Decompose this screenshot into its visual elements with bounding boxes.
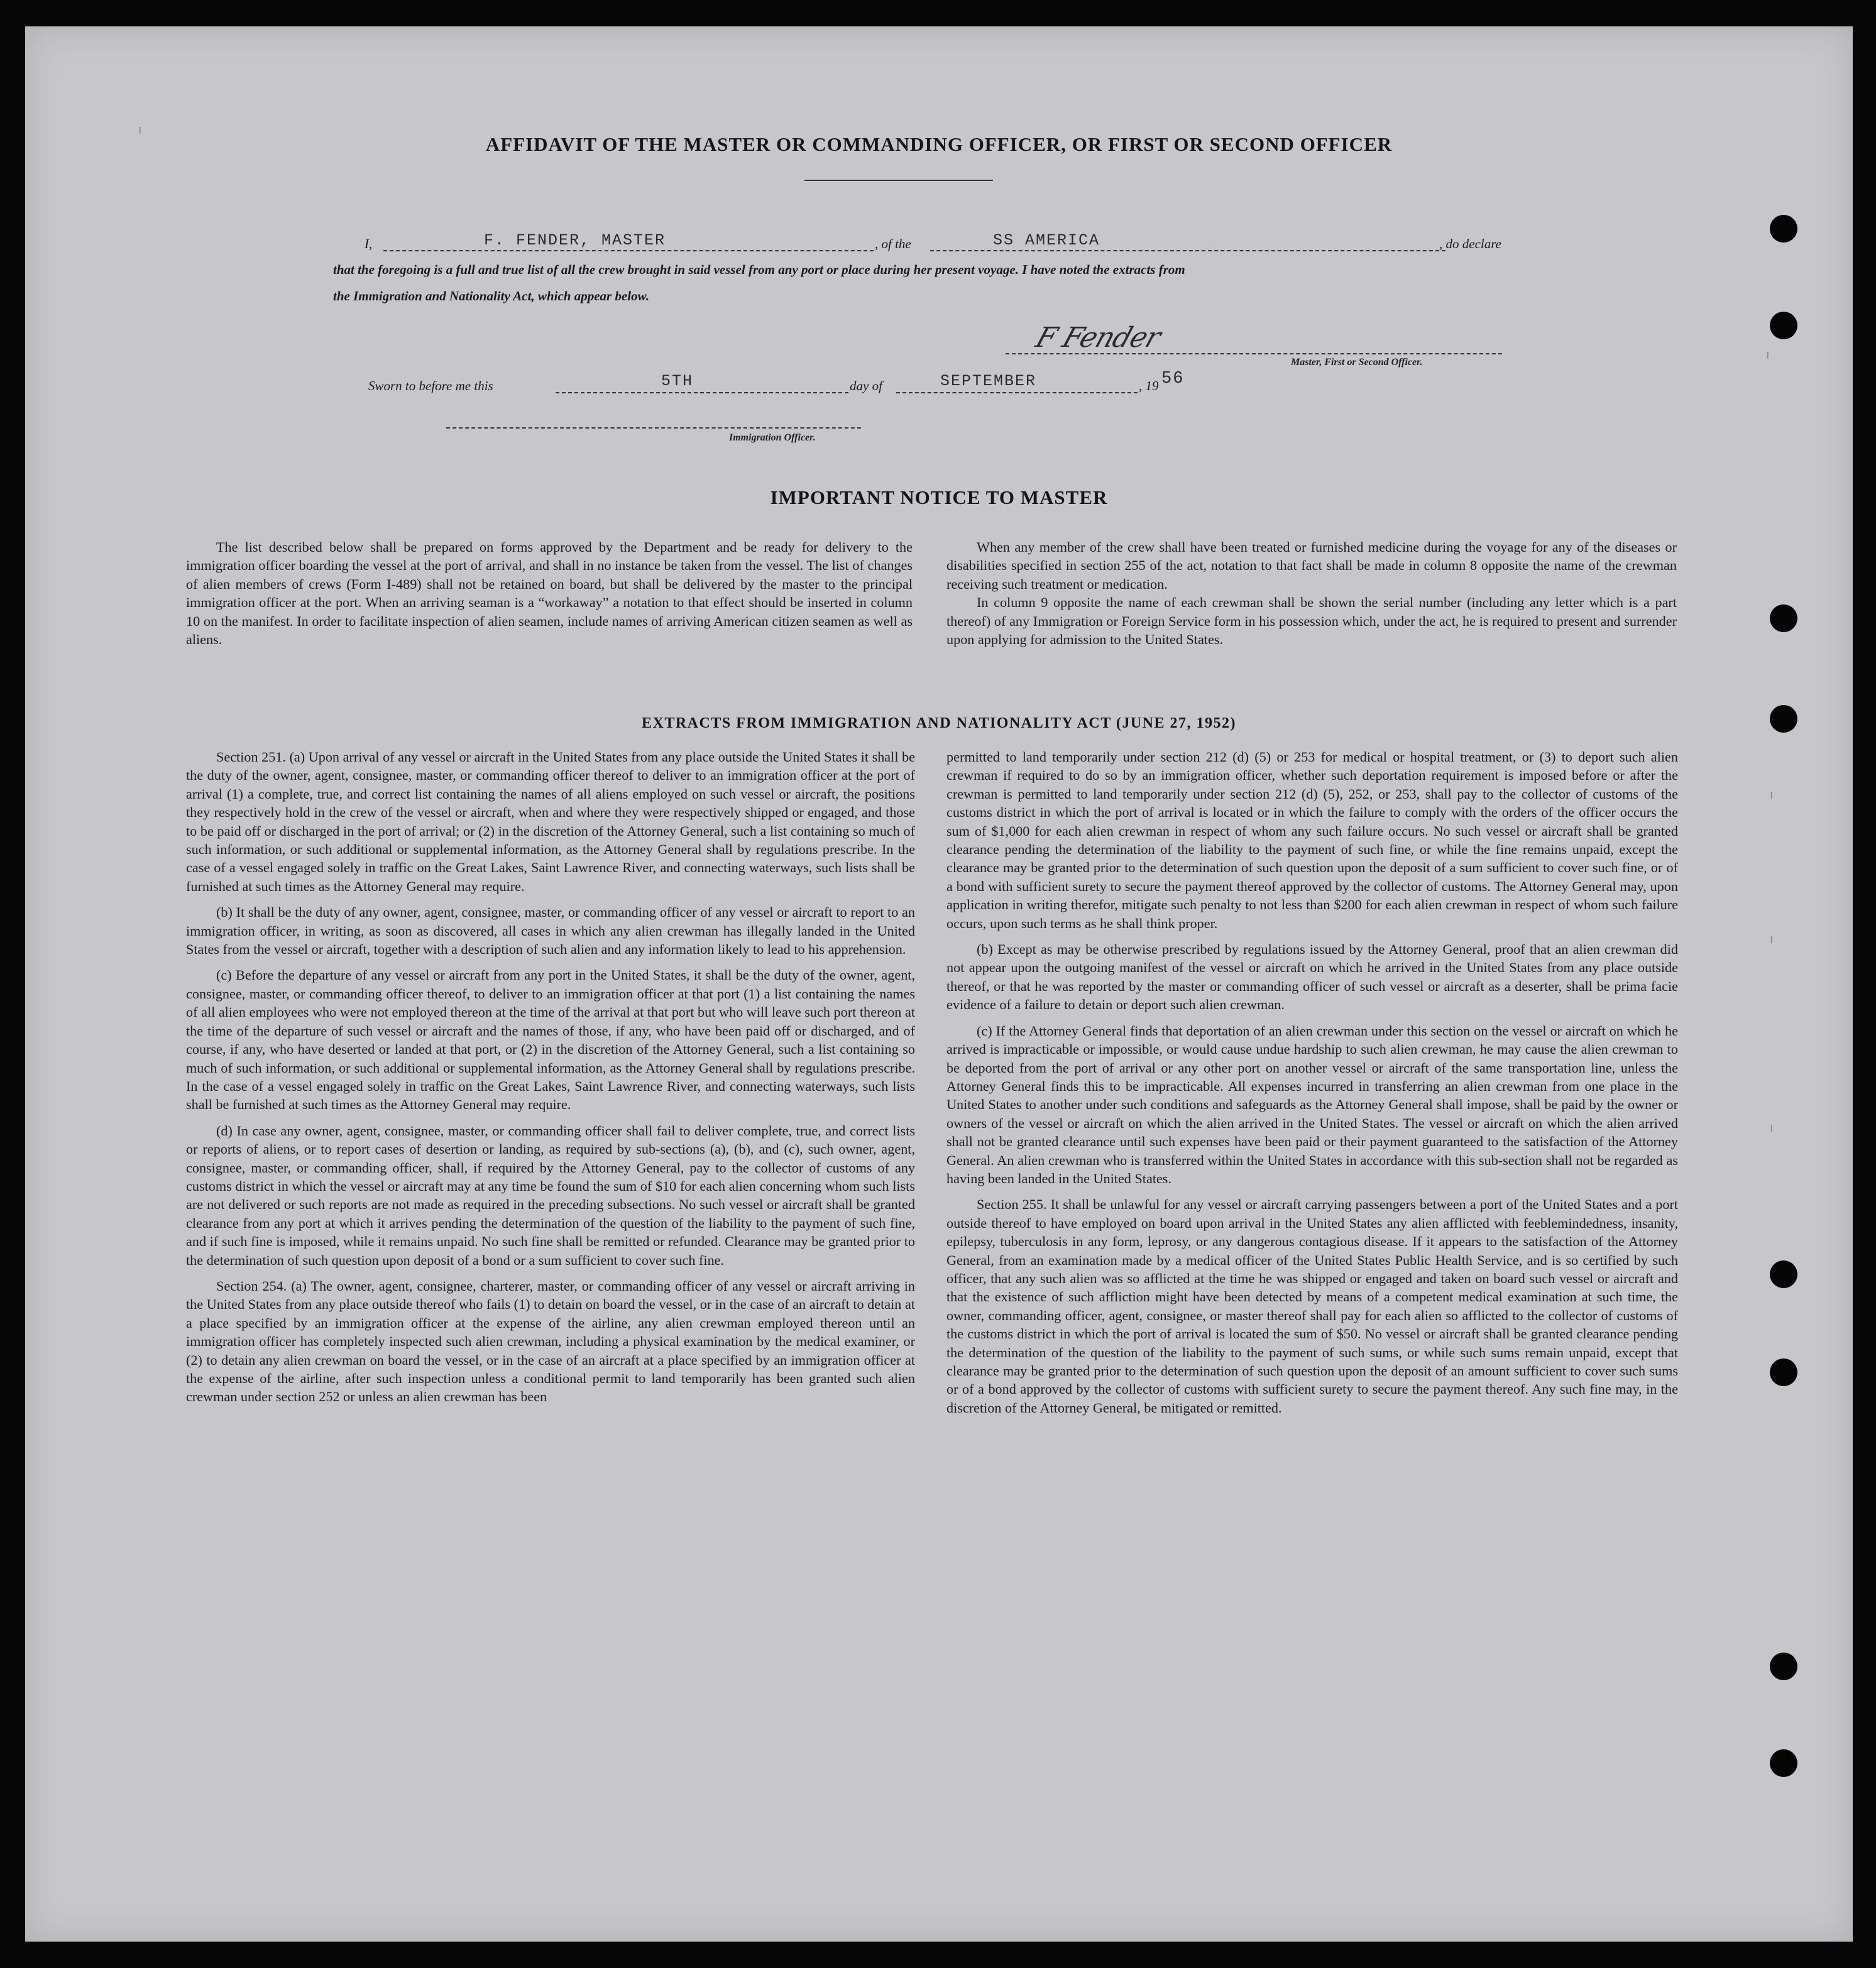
- section-254-a-continued: permitted to land temporarily under section 212 (d) (5) or 253 for medical or hospital treatment, or (3) to deport such alien crewman if required to do so by an immigration officer, whether such deportation requirement is imposed before or after the crewman is permitted to land temporarily under section 212 (d) (5), 252, or 253, shall pay to the collector of customs of the customs district in which the port of arrival is located or in which the failure to comply with the orders of the officer occurs the sum of $1,000 for each alien crewman in respect of whom any such failure occurs. No such vessel or aircraft shall be granted clearance pending the determination of the liability to the payment of such fine, or while the fine remains unpaid, except the clearance may be granted prior to the determination of such question upon the deposit of a sum sufficient to cover such fine, or of a bond with sufficient surety to secure the payment thereof approved by the collector of customs. The Attorney General may, upon application in writing therefor, mitigate such penalty to not less than $200 for each alien crewman in respect of whom such failure occurs, upon such terms as he shall think proper.: [946, 749, 1678, 931]
- i-label: I,: [365, 236, 373, 251]
- margin-mark: ı: [1766, 347, 1770, 362]
- sworn-day: 5TH: [661, 372, 694, 390]
- master-name: F. FENDER, MASTER: [484, 231, 666, 249]
- punch-hole: [1770, 1749, 1797, 1777]
- immigration-officer-caption: Immigration Officer.: [729, 432, 816, 443]
- year-suffix: 56: [1161, 369, 1185, 388]
- vessel-name: SS AMERICA: [993, 231, 1100, 249]
- notice-right-paragraph: When any member of the crew shall have been treated or furnished medicine during the voyage for any of the diseases or disabilities specified in section 255 of the act, notation to that fact shall be made in column 8 opposite the name of the crewman receiving such treatment or medication.: [946, 539, 1677, 592]
- section-251-a: Section 251. (a) Upon arrival of any vessel or aircraft in the United States from any place outside the United States it shall be the duty of the owner, agent, consignee, master, or commanding officer thereof to deliver to an immigration officer at the port of arrival (1) a complete, true, and correct list containing the names of all aliens employed on such vessel or aircraft, the positions they respectively hold in the crew of the vessel or aircraft, when and where they were respectively shipped or engaged, and those to be paid off or discharged in the port of arrival; or (2) in the discretion of the Attorney General, such a list containing so much of such information, or such additional or supplemental information, as the Attorney General shall by regulations prescribe. In the case of a vessel engaged solely in traffic on the Great Lakes, Saint Lawrence River, and connecting waterways, such lists shall be furnished at such times as the Attorney General may require.: [186, 749, 915, 894]
- sworn-month-line: [896, 392, 1138, 393]
- section-251-d: (d) In case any owner, agent, consignee, master, or commanding officer shall fail to deliver complete, true, and correct lists or reports of aliens, or to report cases of desertion or landing, as required by sub-sections (a), (b), and (c), such owner, agent, consignee, master, or commanding officer, shall, if required by the Attorney General, pay to the collector of customs of any customs district in which the vessel or aircraft may at any time be found the sum of $10 for each alien concerning whom such lists are not delivered or such reports are not made as required in the preceding subsections. No such vessel or aircraft shall be granted clearance from any port at which it arrives pending the determination of the question of the liability to the payment of such fine, and if such fine is imposed, while it remains unpaid. No such fine shall be remitted or refunded. Clearance may be granted prior to the determination of such question upon deposit of a bond or a sum sufficient to cover such fine.: [186, 1122, 915, 1268]
- notice-left-column: [186, 538, 913, 708]
- notice-left-paragraph: The list described below shall be prepared on forms approved by the Department and be ready for delivery to the immigration officer boarding the vessel at the port of arrival, and shall in no instance be taken from the vessel. The list of changes of alien members of crews (Form I-489) shall not be retained on board, but shall be delivered by the master to the principal immigration officer at the port. When an arriving seaman is a “workaway” a notation to that effect should be inserted in column 10 on the manifest. In order to facilitate inspection of alien seamen, include names of arriving American citizen seamen as well as aliens.: [186, 539, 913, 648]
- declaration-line-1: that the foregoing is a full and true list of all the crew brought in said vessel from any port or place during her present voyage. I have noted the extracts from: [333, 262, 1185, 277]
- affidavit-title: AFFIDAVIT OF THE MASTER OR COMMANDING OFFICER, OR FIRST OR SECOND OFFICER: [485, 133, 1393, 155]
- section-254-b: (b) Except as may be otherwise prescribed by regulations issued by the Attorney General, proof that an alien crewman did not appear upon the outgoing manifest of the vessel or aircraft on which he arrived in the United States from any place outside thereof, or that he was reported by the master or commanding officer of such vessel or aircraft as a deserter, shall be prima facie evidence of a failure to detain or deport such alien crewman.: [946, 941, 1678, 1013]
- extracts-left-column: [186, 748, 915, 1753]
- sworn-day-line: [556, 392, 848, 393]
- section-254-a: Section 254. (a) The owner, agent, consignee, charterer, master, or commanding officer of any vessel or aircraft arriving in the United States from any place outside thereof who fails (1) to detain on board the vessel, or in the case of an aircraft to detain at a place specified by an immigration officer at the expense of the airline, any alien crewman employed thereon until an immigration officer has completely inspected such alien crewman, including a physical examination by the medical examiner, or (2) to detain any alien crewman on board the vessel, or in the case of an aircraft at a place specified by an immigration officer at the expense of the airline, after such inspection unless a conditional permit to land temporarily has been granted such alien crewman under section 252 or unless an alien crewman has been: [186, 1277, 915, 1405]
- immigration-officer-line: [446, 427, 861, 429]
- margin-mark: ı: [138, 122, 142, 137]
- extracts-right-column: [946, 748, 1678, 1728]
- signature-line: [1006, 353, 1502, 354]
- punch-hole: [1770, 215, 1797, 243]
- extracts-title: EXTRACTS FROM IMMIGRATION AND NATIONALITY ACT (JUNE 27, 1952): [642, 715, 1236, 731]
- punch-hole: [1770, 604, 1797, 632]
- punch-hole: [1770, 705, 1797, 733]
- day-of-label: day of: [850, 378, 882, 393]
- notice-right-column: [946, 538, 1677, 708]
- document-page: [25, 26, 1853, 1942]
- declaration-line-2: the Immigration and Nationality Act, which appear below.: [333, 288, 650, 303]
- do-declare-label: , do declare: [1439, 236, 1501, 251]
- of-the-label: , of the: [875, 236, 911, 251]
- section-255: Section 255. It shall be unlawful for any vessel or aircraft carrying passengers between a port of the United States and a port outside thereof to have employed on board upon arrival in the United States any alien afflicted with feeblemindedness, insanity, epilepsy, tuberculosis in any form, leprosy, or any dangerous contagious disease. If it appears to the satisfaction of the Attorney General, from an examination made by a medical officer of the United States Public Health Service, and is so certified by such officer, that any such alien was so afflicted at the time he was shipped or engaged and taken on board such vessel or aircraft and that the existence of such affliction might have been detected by means of a competent medical examination at such time, the owner, commanding officer, agent, consignee, or master thereof shall pay for each alien so afflicted to the collector of customs of the customs district in which the port of arrival is located the sum of $50. No vessel or aircraft shall be granted clearance pending the determination of the question of the liability to the payment of such sums, or while such sums remain unpaid, except that clearance may be granted prior to the determination of such question upon the deposit of an amount sufficient to cover such sums or of a bond approved by the collector of customs with sufficient surety to secure the payment thereof. Any such fine may, in the discretion of the Attorney General, be mitigated or remitted.: [946, 1196, 1678, 1416]
- punch-hole: [1770, 312, 1797, 339]
- punch-hole: [1770, 1653, 1797, 1680]
- notice-title: IMPORTANT NOTICE TO MASTER: [770, 486, 1108, 508]
- punch-hole: [1770, 1260, 1797, 1288]
- master-name-line: [383, 250, 874, 251]
- margin-mark: ı: [1770, 1120, 1774, 1135]
- section-251-c: (c) Before the departure of any vessel or aircraft from any port in the United States, it shall be the duty of the owner, agent, consignee, master, or commanding officer thereof, to deliver to an immigration officer at that port (1) a list containing the names of all alien employees who were not employed thereon at the time of the arrival at that port but who will leave such port thereon at the time of the departure of such vessel or aircraft and the names of those, if any, who have been paid off or discharged, and of course, if any, who have deserted or landed at that port, or (2) in the discretion of the Attorney General, such a list containing so much of such information, or such additional or supplemental information, as the Attorney General shall by regulations prescribe. In the case of a vessel engaged solely in traffic on the Great Lakes, Saint Lawrence River, and connecting waterways, such lists shall be furnished at such times as the Attorney General may require.: [186, 967, 915, 1113]
- vessel-line: [930, 250, 1445, 251]
- section-251-b: (b) It shall be the duty of any owner, agent, consignee, master, or commanding officer of any vessel or aircraft to report to an immigration officer, in writing, as soon as discovered, all cases in which any alien crewman has illegally landed in the United States from the vessel or aircraft, together with a description of such alien and any information likely to lead to his apprehension.: [186, 904, 915, 958]
- notice-right-paragraph: In column 9 opposite the name of each crewman shall be shown the serial number (including any letter which is a part thereof) of any Immigration or Foreign Service form in his possession which, under the act, he is required to present and surrender upon applying for admission to the United States.: [946, 594, 1677, 648]
- signature: F Fender: [1031, 322, 1165, 354]
- margin-mark: ı: [1770, 787, 1774, 802]
- year-prefix: , 19: [1139, 378, 1159, 393]
- sworn-label: Sworn to before me this: [368, 378, 493, 393]
- margin-mark: ı: [1770, 931, 1774, 946]
- section-254-c: (c) If the Attorney General finds that deportation of an alien crewman under this section on the vessel or aircraft on which he arrived is impracticable or impossible, or would cause undue hardship to such alien crewman, he may cause the alien crewman to be deported from the port of arrival or any other port on another vessel or aircraft of the same transportation line, unless the Attorney General finds this to be impracticable. All expenses incurred in transferring an alien crewman from one place in the United States to another under such conditions and safeguards as the Attorney General shall impose, shall be paid by the owner or owners of the vessel or aircraft on which the alien arrived in the United States. The vessel or aircraft on which the alien arrived shall not be granted clearance until such expenses have been paid or their payment guaranteed to the satisfaction of the Attorney General. An alien crewman who is transferred within the United States in accordance with this sub-section shall not be regarded as having been landed in the United States.: [946, 1022, 1678, 1186]
- punch-hole: [1770, 1358, 1797, 1386]
- sworn-month: SEPTEMBER: [940, 372, 1037, 390]
- title-underline: [804, 180, 993, 181]
- signature-caption: Master, First or Second Officer.: [1291, 357, 1423, 368]
